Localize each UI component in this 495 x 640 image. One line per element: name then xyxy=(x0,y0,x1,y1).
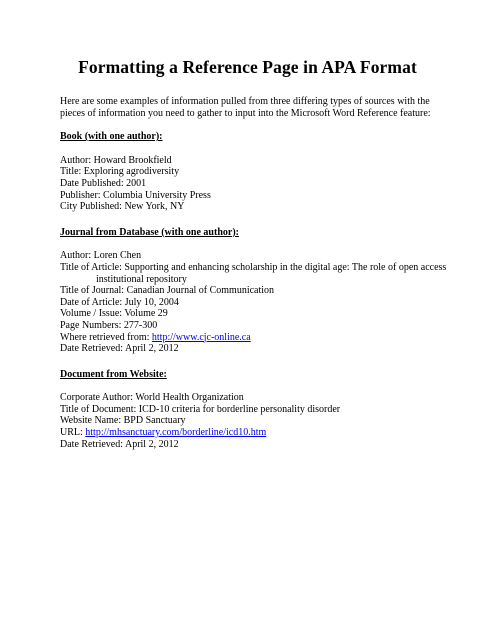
journal-author: Author: Loren Chen xyxy=(60,250,142,262)
journal-where-link[interactable]: http://www.cjc-online.ca xyxy=(151,331,251,343)
journal-pages: Page Numbers: 277-300 xyxy=(60,319,158,331)
journal-volume: Volume / Issue: Volume 29 xyxy=(60,308,168,320)
website-url xyxy=(60,427,438,439)
journal-date: Date of Article: July 10, 2004 xyxy=(60,296,179,308)
journal-article-title: Title of Article: Supporting and enhancing scholarship in the digital age: The role of open access xyxy=(60,261,447,273)
book-fields xyxy=(60,155,438,213)
website-name: Website Name: BPD Sanctuary xyxy=(60,415,186,427)
website-corp-author: Corporate Author: World Health Organization xyxy=(60,392,244,404)
book-title: Title: Exploring agrodiversity xyxy=(60,166,180,178)
website-fields xyxy=(60,392,438,450)
journal-section-heading: Journal from Database (with one author): xyxy=(60,226,239,238)
journal-where-label: Where retrieved from: xyxy=(60,331,152,343)
journal-title: Title of Journal: Canadian Journal of Communication xyxy=(60,285,275,297)
website-date-retrieved: Date Retrieved: April 2, 2012 xyxy=(60,438,179,450)
website-section-heading: Document from Website: xyxy=(60,368,167,380)
book-author: Author: Howard Brookfield xyxy=(60,154,172,166)
journal-where-retrieved xyxy=(60,332,438,344)
book-publisher: Publisher: Columbia University Press xyxy=(60,189,211,201)
book-section-heading: Book (with one author): xyxy=(60,131,163,143)
website-url-label: URL: xyxy=(60,427,86,439)
book-date: Date Published: 2001 xyxy=(60,177,147,189)
journal-fields xyxy=(60,250,447,355)
page-title: Formatting a Reference Page in APA Format xyxy=(78,57,417,77)
journal-article-title-cont: institutional repository xyxy=(96,273,187,285)
document-body xyxy=(60,96,447,464)
intro-paragraph: Here are some examples of information pulled from three differing types of sources with the pieces of information you need to gather to input into the Microsoft Word Reference feature: xyxy=(60,96,431,119)
book-city: City Published: New York, NY xyxy=(60,201,185,213)
website-url-link[interactable]: http://mhsanctuary.com/borderline/icd10.htm xyxy=(85,427,267,439)
journal-date-retrieved: Date Retrieved: April 2, 2012 xyxy=(60,343,179,355)
website-doc-title: Title of Document: ICD-10 criteria for borderline personality disorder xyxy=(60,403,341,415)
